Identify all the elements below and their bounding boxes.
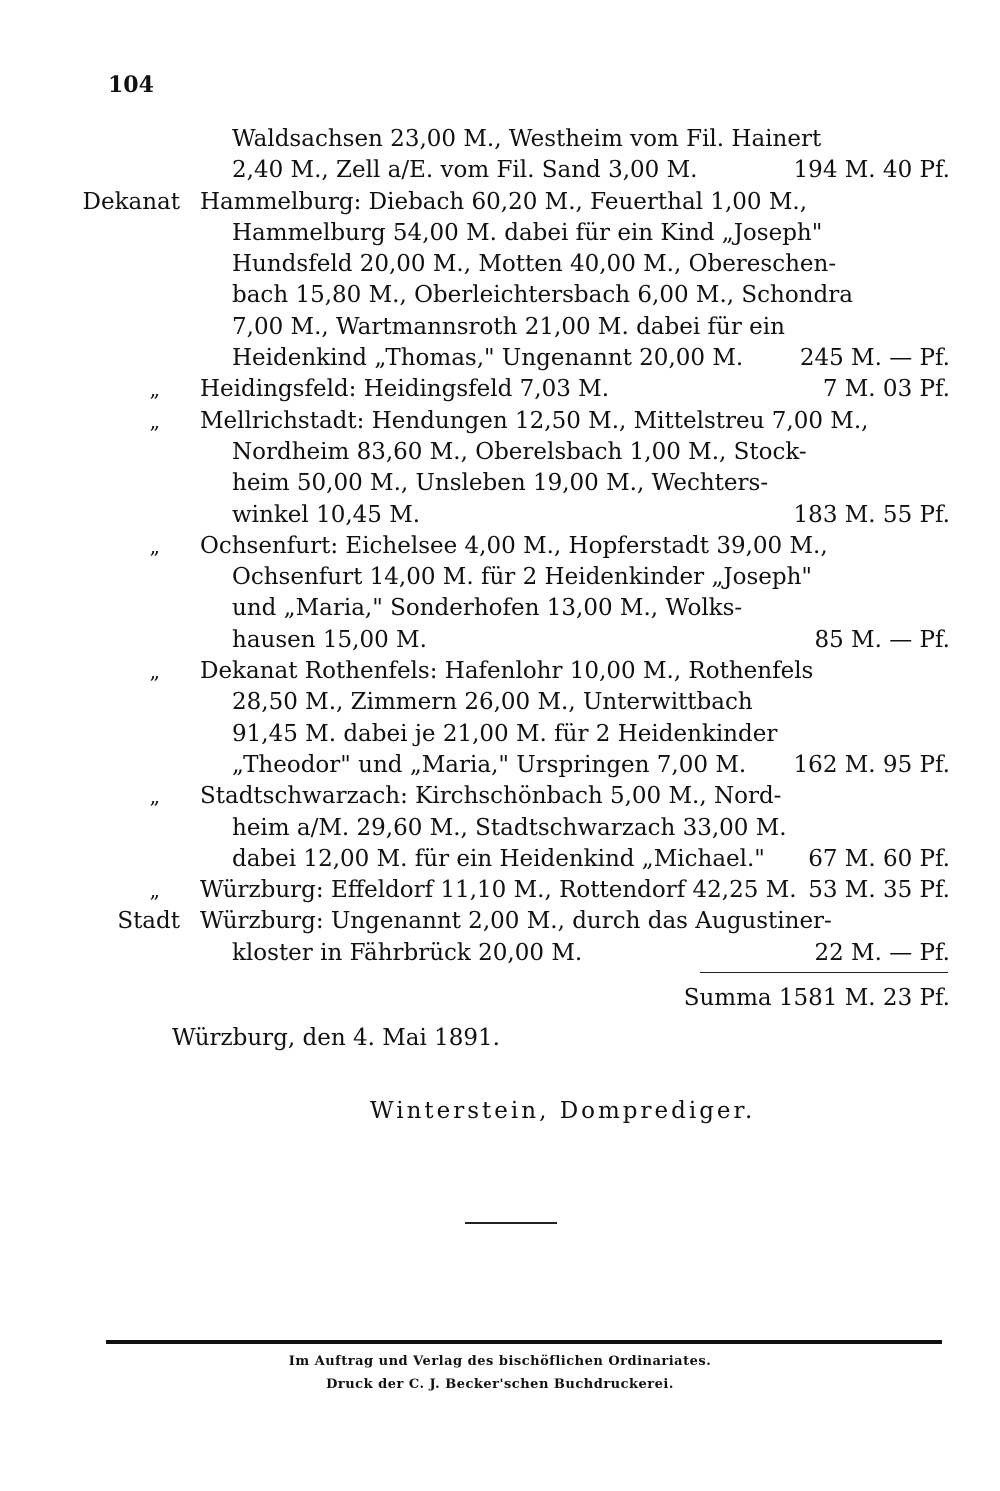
summa-total: Summa 1581 M. 23 Pf. xyxy=(683,985,950,1011)
entry-text: Dekanat Rothenfels: Hafenlohr 10,00 M., Rothenfels xyxy=(200,658,814,685)
entry-line xyxy=(0,938,1000,969)
entry-text: „Theodor" und „Maria," Urspringen 7,00 M. xyxy=(232,751,747,778)
entry-amount: 7 M. 03 Pf. xyxy=(822,376,950,403)
entry-line xyxy=(0,500,1000,531)
entry-line xyxy=(0,249,1000,280)
entry-line xyxy=(0,593,1000,624)
entry-text: heim a/M. 29,60 M., Stadtschwarzach 33,00 M. xyxy=(232,814,787,841)
entry-line xyxy=(0,750,1000,781)
entry-label: Dekanat xyxy=(82,188,180,215)
donation-entry xyxy=(0,781,1000,875)
entry-line xyxy=(0,437,1000,468)
imprint-line-1: Im Auftrag und Verlag des bischöflichen Ordinariates. xyxy=(288,1354,712,1369)
entry-text: Ochsenfurt: Eichelsee 4,00 M., Hopferstadt 39,00 M., xyxy=(200,532,828,559)
entry-line xyxy=(0,468,1000,499)
entry-text: Nordheim 83,60 M., Oberelsbach 1,00 M., Stock- xyxy=(232,438,807,465)
entry-line xyxy=(0,312,1000,343)
entry-text: heim 50,00 M., Unsleben 19,00 M., Wechters- xyxy=(232,470,769,497)
entry-label: „ xyxy=(149,377,160,402)
entry-line xyxy=(0,625,1000,656)
entry-text: dabei 12,00 M. für ein Heidenkind „Michael." xyxy=(232,845,765,872)
entry-line xyxy=(0,531,1000,562)
entry-line xyxy=(0,343,1000,374)
entry-text: Ochsenfurt 14,00 M. für 2 Heidenkinder „Joseph" xyxy=(232,564,812,591)
donation-entry xyxy=(0,906,1000,969)
entry-label: „ xyxy=(149,533,160,558)
entry-line xyxy=(0,374,1000,405)
entry-text: kloster in Fährbrück 20,00 M. xyxy=(232,939,583,966)
entry-text: Waldsachsen 23,00 M., Westheim vom Fil. Hainert xyxy=(232,126,822,152)
donation-list xyxy=(0,124,1000,969)
entry-text: und „Maria," Sonderhofen 13,00 M., Wolks- xyxy=(232,595,743,622)
separator-rule xyxy=(465,1222,557,1224)
entry-label: „ xyxy=(149,784,160,809)
entry-text: winkel 10,45 M. xyxy=(232,501,421,528)
entry-text: Hundsfeld 20,00 M., Motten 40,00 M., Obereschen- xyxy=(232,251,837,278)
donation-entry xyxy=(0,124,1000,187)
entry-label: „ xyxy=(149,659,160,684)
entry-text: Mellrichstadt: Hendungen 12,50 M., Mittelstreu 7,00 M., xyxy=(200,407,869,434)
donation-entry xyxy=(0,656,1000,781)
entry-line xyxy=(0,719,1000,750)
entry-text: Heidenkind „Thomas," Ungenannt 20,00 M. xyxy=(232,345,744,372)
entry-text: Würzburg: Effeldorf 11,10 M., Rottendorf 42,25 M. xyxy=(200,877,797,904)
entry-text: bach 15,80 M., Oberleichtersbach 6,00 M., Schondra xyxy=(232,282,853,309)
entry-line xyxy=(0,155,1000,186)
entry-line xyxy=(0,406,1000,437)
entry-line xyxy=(0,562,1000,593)
entry-text: 28,50 M., Zimmern 26,00 M., Unterwittbach xyxy=(232,689,753,716)
donation-entry xyxy=(0,374,1000,405)
total-rule xyxy=(700,972,948,973)
page-number: 104 xyxy=(108,72,154,98)
entry-line xyxy=(0,844,1000,875)
entry-text: Würzburg: Ungenannt 2,00 M., durch das Augustiner- xyxy=(200,908,832,935)
entry-amount: 67 M. 60 Pf. xyxy=(808,845,950,872)
entry-amount: 85 M. — Pf. xyxy=(814,626,950,653)
entry-line xyxy=(0,875,1000,906)
entry-line xyxy=(0,656,1000,687)
entry-label: „ xyxy=(149,408,160,433)
entry-line xyxy=(0,218,1000,249)
entry-line xyxy=(0,124,1000,155)
imprint-line-2: Druck der C. J. Becker'schen Buchdruckerei. xyxy=(326,1377,674,1392)
entry-text: 7,00 M., Wartmannsroth 21,00 M. dabei für ein xyxy=(232,313,785,340)
entry-amount: 22 M. — Pf. xyxy=(814,939,950,966)
entry-line xyxy=(0,781,1000,812)
donation-entry xyxy=(0,875,1000,906)
entry-line xyxy=(0,280,1000,311)
entry-amount: 53 M. 35 Pf. xyxy=(808,877,950,904)
entry-text: hausen 15,00 M. xyxy=(232,626,427,653)
entry-text: Stadtschwarzach: Kirchschönbach 5,00 M., Nord- xyxy=(200,783,782,810)
entry-amount: 162 M. 95 Pf. xyxy=(793,751,950,778)
donation-entry xyxy=(0,531,1000,656)
entry-amount: 194 M. 40 Pf. xyxy=(793,157,950,184)
entry-text: Hammelburg 54,00 M. dabei für ein Kind „Joseph" xyxy=(232,219,823,246)
entry-text: Hammelburg: Diebach 60,20 M., Feuerthal 1,00 M., xyxy=(200,188,808,215)
entry-text: 2,40 M., Zell a/E. vom Fil. Sand 3,00 M. xyxy=(232,157,698,184)
signature: Winterstein, Domprediger. xyxy=(370,1098,756,1124)
entry-label: „ xyxy=(149,878,160,903)
entry-amount: 183 M. 55 Pf. xyxy=(793,501,950,528)
footer-rule xyxy=(106,1340,942,1344)
entry-line xyxy=(0,906,1000,937)
entry-line xyxy=(0,187,1000,218)
entry-line xyxy=(0,813,1000,844)
entry-text: 91,45 M. dabei je 21,00 M. für 2 Heidenkinder xyxy=(232,720,778,747)
donation-entry xyxy=(0,406,1000,531)
entry-amount: 245 M. — Pf. xyxy=(799,345,950,372)
entry-line xyxy=(0,687,1000,718)
dateline: Würzburg, den 4. Mai 1891. xyxy=(172,1025,500,1051)
entry-text: Heidingsfeld: Heidingsfeld 7,03 M. xyxy=(200,376,610,403)
donation-entry xyxy=(0,187,1000,375)
entry-label: Stadt xyxy=(117,908,180,935)
